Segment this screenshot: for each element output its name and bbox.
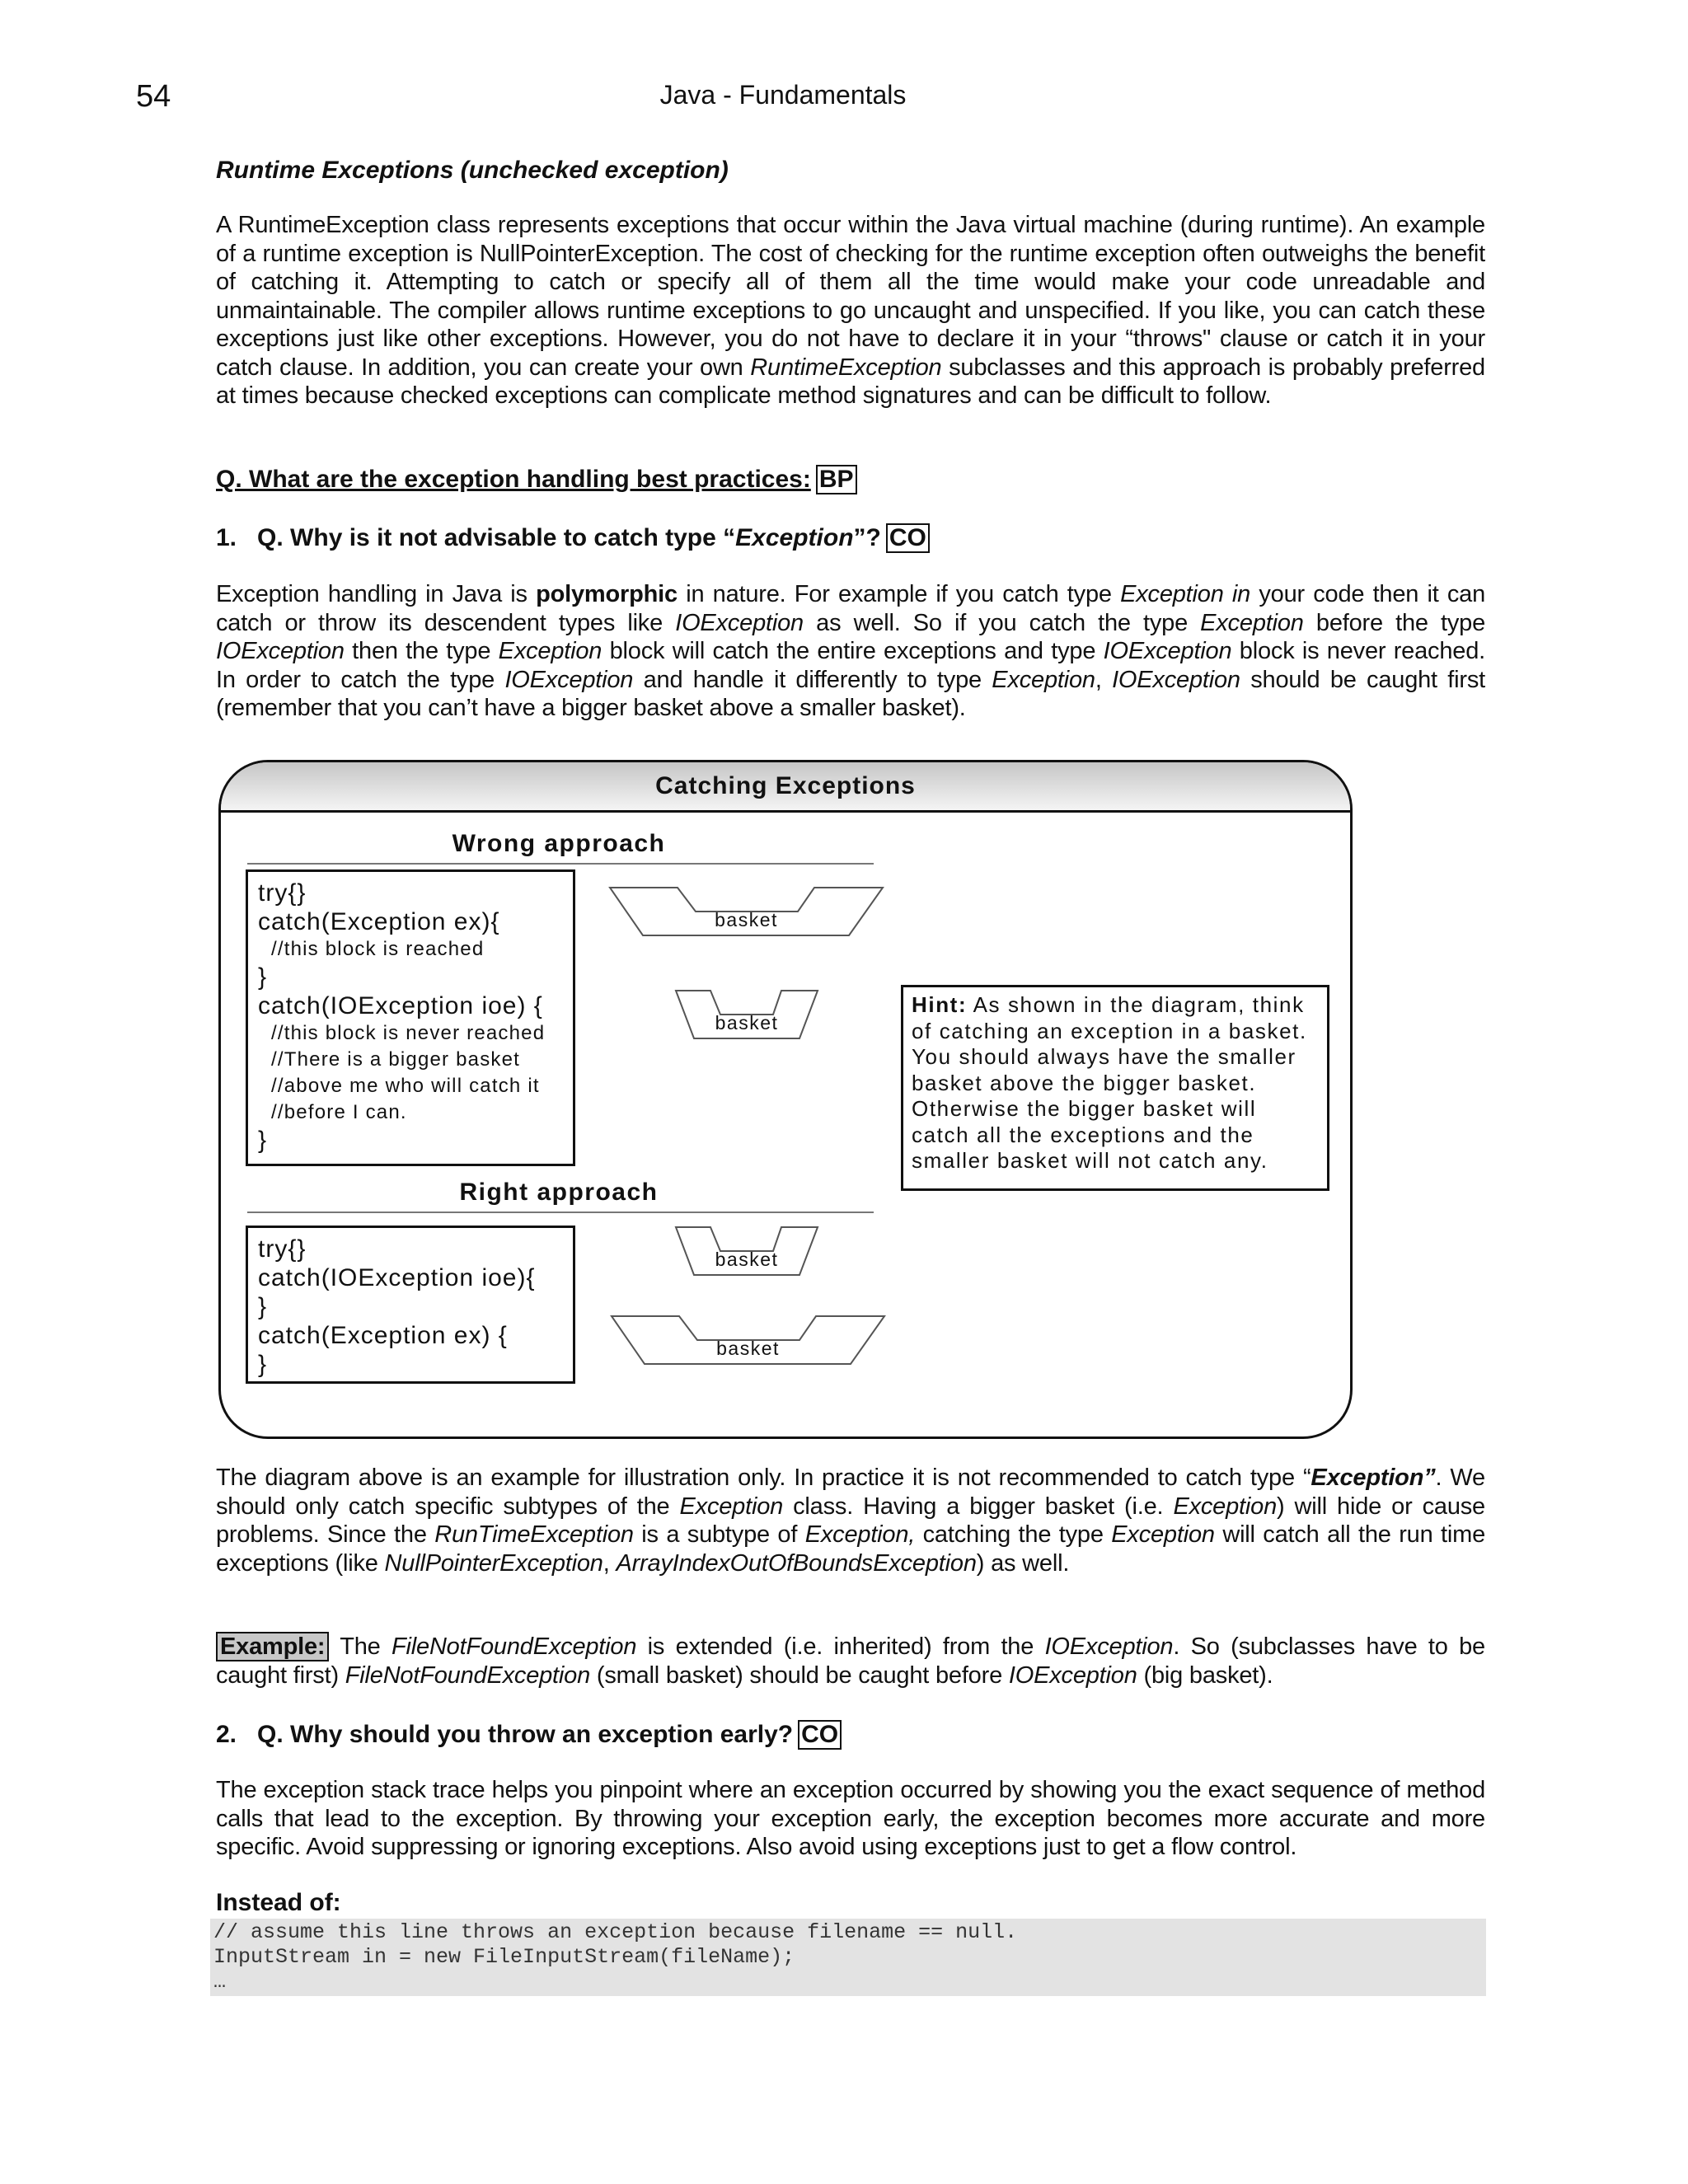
text-run: (small basket) should be caught before (590, 1662, 1009, 1689)
diagram-title: Catching Exceptions (221, 762, 1350, 813)
text-run: RunTimeException (434, 1521, 634, 1548)
code-comment-line: //There is a bigger basket (271, 1048, 521, 1071)
example-text (216, 1633, 1485, 1689)
example-paragraph (216, 1632, 1485, 1690)
code-line: catch(IOException ioe){ (258, 1264, 536, 1291)
text-run: IOException (504, 666, 634, 693)
q1-number: 1. (216, 524, 237, 551)
q1-heading (216, 523, 1485, 554)
text-run: Exception (1200, 609, 1304, 636)
text-run: IOException (1112, 666, 1240, 693)
text-run: Exception (1173, 1493, 1277, 1520)
code-line: try{} (258, 879, 307, 907)
text-run: Exception in (1120, 581, 1251, 607)
code-comment-line: //this block is never reached (271, 1022, 546, 1044)
best-practices-question (216, 464, 1485, 495)
instead-of-label: Instead of: (216, 1889, 341, 1916)
text-run: then the type (344, 638, 499, 664)
bp-badge: BP (816, 465, 857, 494)
co-badge: CO (886, 523, 930, 553)
text-run: , (603, 1549, 617, 1577)
wrong-basket-big (608, 886, 884, 937)
text-run: polymorphic (536, 581, 678, 607)
text-run: Exception handling in Java is (216, 581, 537, 607)
code-line: catch(IOException ioe) { (258, 992, 543, 1019)
text-run: The (329, 1633, 392, 1660)
text-run: (big basket). (1137, 1662, 1273, 1689)
code-comment-line: //this block is reached (271, 938, 485, 960)
q1-question-prefix: Q. Why is it not advisable to catch type “ (257, 524, 736, 551)
hint-box (901, 985, 1329, 1191)
wrong-approach-rule (247, 863, 874, 865)
text-run: . So (subclasses have to be caught first) (216, 1633, 1485, 1689)
text-run: Exception (1111, 1521, 1215, 1548)
code-line: // assume this line throws an exception because filename == null. (213, 1920, 1018, 1944)
section-heading-runtime: Runtime Exceptions (unchecked exception) (216, 157, 729, 184)
text-run: will catch all the run time exceptions (like (216, 1521, 1486, 1577)
text-run: is a subtype of (633, 1521, 805, 1548)
text-run: Exception, (804, 1521, 916, 1548)
runtime-text-1: A RuntimeException class represents exceptions that occur within the Java virtual machine (during runtime). An example of a runtime exception is NullPointerException. The cost of checking for the runtime exception often outweighs the benefit of catching it. Attempting to catch or specify all of them all the time would make your code unreadable and unmaintainable. The compiler allows runtime exceptions to go uncaught and unspecified. If you like, you can catch these exceptions just like other exceptions. However, you do not have to declare it in your “throws" clause or catch it in your catch clause. In addition, you can create your own (216, 212, 1485, 381)
q2-question: Q. Why should you throw an exception early? (257, 1721, 794, 1748)
text-run: Exception (498, 638, 603, 664)
basket-label: basket (715, 909, 778, 930)
code-line: } (258, 963, 268, 991)
runtime-text-italic: RuntimeException (750, 354, 942, 381)
text-run: , (1095, 666, 1113, 693)
code-line: } (258, 1351, 268, 1378)
q1-paragraph (216, 580, 1485, 723)
wrong-approach-title: Wrong approach (452, 830, 666, 857)
text-run: IOException (1044, 1633, 1174, 1660)
co-badge: CO (798, 1720, 842, 1750)
text-run: ) will hide or cause problems. Since the (216, 1493, 1485, 1548)
code-line: } (258, 1293, 268, 1320)
text-run: ArrayIndexOutOfBoundsException (616, 1549, 977, 1577)
right-approach-title: Right approach (459, 1179, 659, 1206)
wrong-basket-small (674, 989, 819, 1040)
page-number: 54 (136, 79, 171, 114)
text-run: FileNotFoundException (345, 1662, 591, 1689)
q1-question-suffix: ”? (853, 524, 881, 551)
q2-heading (216, 1719, 1485, 1750)
right-basket-small (674, 1226, 819, 1277)
text-run: Exception (679, 1493, 784, 1520)
code-line: catch(Exception ex){ (258, 908, 500, 935)
text-run: FileNotFoundException (392, 1633, 637, 1660)
code-line: … (213, 1970, 227, 1994)
text-run: is extended (i.e. inherited) from the (636, 1633, 1045, 1660)
after-diagram-paragraph (216, 1464, 1485, 1577)
text-run: IOException (216, 638, 345, 664)
q2-paragraph: The exception stack trace helps you pinpoint where an exception occurred by showing you the exact sequence of method calls that lead to the exception. By throwing your exception early, the exception becomes more accurate and more specific. Avoid suppressing or ignoring exceptions. Also avoid using exceptions just to get a flow control. (216, 1777, 1485, 1860)
runtime-paragraph (216, 211, 1485, 410)
text-run: Exception (992, 666, 1095, 693)
right-approach-rule (247, 1212, 874, 1213)
catching-exceptions-diagram (218, 760, 1353, 1439)
text-run: class. Having a bigger basket (i.e. (783, 1493, 1174, 1520)
code-line: } (258, 1127, 268, 1154)
text-run: before the type (1303, 609, 1486, 636)
basket-label: basket (716, 1338, 780, 1359)
text-run: IOException (675, 609, 804, 636)
code-comment-line: //before I can. (271, 1101, 407, 1123)
running-title: Java - Fundamentals (659, 80, 907, 110)
code-line: try{} (258, 1235, 307, 1263)
text-run: . We should only catch specific subtypes of the (216, 1465, 1485, 1520)
hint-label: Hint: (912, 992, 968, 1017)
text-run: block will catch the entire exceptions and type (602, 638, 1104, 664)
q1-question-italic: Exception (735, 524, 854, 551)
text-run: catching the type (915, 1521, 1112, 1548)
wrong-code-box (246, 869, 575, 1166)
text-run: and handle it differently to type (633, 666, 992, 693)
q2-number: 2. (216, 1721, 237, 1748)
basket-label: basket (715, 1249, 779, 1270)
basket-label: basket (715, 1012, 779, 1033)
code-line: InputStream in = new FileInputStream(fileName); (213, 1945, 795, 1969)
code-line: catch(Exception ex) { (258, 1322, 508, 1349)
text-run: your code then it can catch or throw its descendent types like (216, 581, 1485, 636)
text-run: block is never reached. In order to catch the type (216, 638, 1485, 693)
instead-of-code-block (210, 1919, 1486, 1996)
code-comment-line: //above me who will catch it (271, 1075, 540, 1097)
text-run: as well. So if you catch the type (804, 609, 1201, 636)
right-basket-big (610, 1315, 886, 1366)
text-run: IOException (1008, 1662, 1137, 1689)
text-run: The diagram above is an example for illustration only. In practice it is not recommended to catch type “ (216, 1465, 1311, 1491)
text-run: in nature. For example if you catch type (677, 581, 1121, 607)
example-badge: Example: (216, 1632, 329, 1661)
right-code-box (246, 1226, 575, 1384)
text-run: IOException (1103, 638, 1232, 664)
best-practices-text: Q. What are the exception handling best practices: (216, 466, 811, 493)
text-run: ) as well. (976, 1549, 1070, 1577)
text-run: should be caught first (remember that you can’t have a bigger basket above a smaller basket). (216, 666, 1485, 721)
hint-text: As shown in the diagram, think of catching an exception in a basket. You should always have the smaller basket above the bigger basket. Otherwise the bigger basket will catch all the exceptions and the smaller basket will not catch any. (912, 992, 1307, 1173)
runtime-text-2: subclasses and this approach is probably preferred at times because checked exceptions can complicate method signatures and can be difficult to follow. (216, 354, 1485, 409)
text-run: NullPointerException (384, 1549, 603, 1577)
text-run: Exception” (1311, 1465, 1436, 1491)
